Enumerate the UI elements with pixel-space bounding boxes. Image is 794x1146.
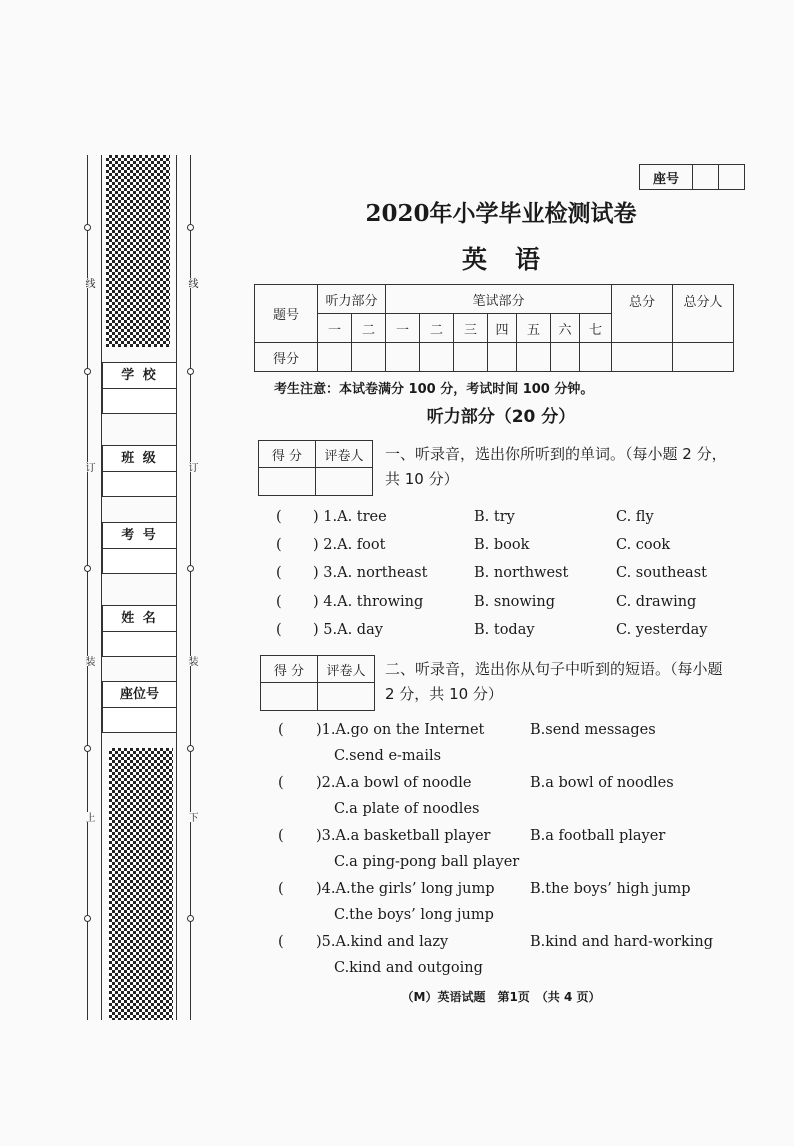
grader-score-label: 得 分	[261, 656, 318, 683]
option-b: B. snowing	[474, 594, 556, 610]
school-field[interactable]	[102, 362, 177, 414]
option-b: B. northwest	[474, 565, 569, 581]
col-written-6: 六	[551, 314, 580, 343]
col-written-3: 三	[454, 314, 488, 343]
part2-instruction-line2: 2 分，共 10 分）	[385, 685, 503, 703]
binding-line-inner	[101, 155, 102, 1020]
listening-section-title: 听力部分（20 分）	[426, 407, 576, 427]
col-written-7: 七	[580, 314, 612, 343]
seat-number-box	[639, 164, 745, 190]
option-c: C.a plate of noodles	[334, 801, 480, 817]
punch-hole	[187, 565, 194, 572]
seat-number-field-label: 座位号	[103, 682, 176, 708]
grader-person-cell[interactable]	[316, 468, 373, 496]
answer-paren[interactable]: (	[276, 537, 282, 553]
written-header: 笔试部分	[386, 285, 612, 314]
score-cell[interactable]	[517, 343, 551, 372]
punch-hole	[84, 368, 91, 375]
option-a: )3.A.a basketball player	[316, 828, 491, 844]
grader-box-part2	[260, 655, 375, 711]
cut-mark-xia: 下	[186, 812, 197, 822]
grader-person-label: 评卷人	[316, 441, 373, 468]
score-cell[interactable]	[352, 343, 386, 372]
part1-instruction	[385, 442, 727, 492]
exam-number-field-label: 考 号	[103, 523, 176, 549]
seat-label: 座号	[640, 165, 693, 190]
part2-instruction	[385, 657, 723, 707]
option-b: B.a football player	[530, 828, 666, 844]
punch-hole	[187, 745, 194, 752]
punch-hole	[84, 565, 91, 572]
option-a: )5.A.kind and lazy	[316, 934, 449, 950]
score-cell[interactable]	[580, 343, 612, 372]
listening-header: 听力部分	[318, 285, 386, 314]
exam-notice: 考生注意：本试卷满分 100 分，考试时间 100 分钟。	[274, 382, 594, 397]
option-b: B. book	[474, 537, 530, 553]
answer-paren[interactable]: (	[278, 828, 284, 844]
option-c: C. cook	[616, 537, 671, 553]
punch-hole	[187, 224, 194, 231]
score-cell[interactable]	[420, 343, 454, 372]
score-cell[interactable]	[551, 343, 580, 372]
option-b: B. try	[474, 509, 515, 525]
page-footer: （M）英语试题 第1页 （共 4 页）	[401, 990, 601, 1004]
exam-title: 2020年小学毕业检测试卷	[365, 200, 637, 227]
part2-instruction-line1: 二、听录音，选出你从句子中听到的短语。（每小题	[385, 660, 723, 678]
answer-paren[interactable]: (	[278, 934, 284, 950]
cut-mark-xian-left: 线	[83, 278, 94, 288]
answer-paren[interactable]: (	[276, 622, 282, 638]
name-field[interactable]	[102, 605, 177, 657]
school-field-label: 学 校	[103, 363, 176, 389]
cut-mark-zhuang-right: 装	[186, 656, 197, 666]
checker-pattern-bottom	[109, 748, 173, 1020]
part1-instruction-line1: 一、听录音，选出你所听到的单词。（每小题 2 分，	[385, 445, 727, 463]
class-field-label: 班 级	[103, 446, 176, 472]
answer-paren[interactable]: (	[278, 881, 284, 897]
col-written-5: 五	[517, 314, 551, 343]
total-person-cell[interactable]	[673, 343, 734, 372]
score-cell[interactable]	[386, 343, 420, 372]
option-b: B.kind and hard-working	[530, 934, 714, 950]
grader-person-label: 评卷人	[318, 656, 375, 683]
seat-cell[interactable]	[719, 165, 745, 190]
grader-score-cell[interactable]	[261, 683, 318, 711]
option-c: C.a ping-pong ball player	[334, 854, 520, 870]
option-c: C. drawing	[616, 594, 697, 610]
col-listening-1: 一	[318, 314, 352, 343]
answer-paren[interactable]: (	[276, 565, 282, 581]
grader-score-label: 得 分	[259, 441, 316, 468]
punch-hole	[187, 368, 194, 375]
score-table	[254, 284, 734, 372]
cut-mark-xian-right: 线	[186, 278, 197, 288]
col-listening-2: 二	[352, 314, 386, 343]
col-written-1: 一	[386, 314, 420, 343]
option-a: ) 4.A. throwing	[313, 594, 424, 610]
score-cell[interactable]	[488, 343, 517, 372]
cut-mark-shang: 上	[83, 812, 94, 822]
grader-score-cell[interactable]	[259, 468, 316, 496]
total-score-cell[interactable]	[612, 343, 673, 372]
option-b: B. today	[474, 622, 535, 638]
option-a: ) 5.A. day	[313, 622, 383, 638]
option-a: ) 2.A. foot	[313, 537, 386, 553]
score-cell[interactable]	[318, 343, 352, 372]
score-cell[interactable]	[454, 343, 488, 372]
seat-number-field[interactable]	[102, 681, 177, 733]
exam-number-field[interactable]	[102, 522, 177, 574]
punch-hole	[187, 915, 194, 922]
score-row-label: 得分	[255, 343, 318, 372]
option-b: B.a bowl of noodles	[530, 775, 674, 791]
option-c: C. fly	[616, 509, 654, 525]
part1-instruction-line2: 共 10 分）	[385, 470, 459, 488]
option-a: )2.A.a bowl of noodle	[316, 775, 472, 791]
punch-hole	[84, 915, 91, 922]
option-c: C. southeast	[616, 565, 707, 581]
option-a: )1.A.go on the Internet	[316, 722, 485, 738]
option-b: B.send messages	[530, 722, 656, 738]
option-c: C.the boys’ long jump	[334, 907, 494, 923]
binding-line-inner-right	[176, 155, 177, 1020]
grader-person-cell[interactable]	[318, 683, 375, 711]
checker-pattern-top	[106, 155, 170, 347]
name-field-label: 姓 名	[103, 606, 176, 632]
punch-hole	[84, 224, 91, 231]
cut-mark-zhuang-left: 装	[83, 656, 94, 666]
class-field[interactable]	[102, 445, 177, 497]
punch-hole	[84, 745, 91, 752]
col-written-4: 四	[488, 314, 517, 343]
col-written-2: 二	[420, 314, 454, 343]
option-c: C.send e-mails	[334, 748, 442, 764]
cut-mark-ding-left: 订	[83, 462, 94, 472]
answer-paren[interactable]: (	[278, 722, 284, 738]
option-c: C.kind and outgoing	[334, 960, 483, 976]
cut-mark-ding-right: 订	[186, 462, 197, 472]
option-b: B.the boys’ high jump	[530, 881, 691, 897]
grader-box-part1	[258, 440, 373, 496]
option-a: )4.A.the girls’ long jump	[316, 881, 495, 897]
option-a: ) 3.A. northeast	[313, 565, 428, 581]
score-table-row-label: 题号	[255, 285, 318, 343]
total-header: 总分	[612, 285, 673, 343]
option-c: C. yesterday	[616, 622, 708, 638]
seat-cell[interactable]	[693, 165, 719, 190]
answer-paren[interactable]: (	[276, 594, 282, 610]
option-a: ) 1.A. tree	[313, 509, 387, 525]
total-person-header: 总分人	[673, 285, 734, 343]
answer-paren[interactable]: (	[276, 509, 282, 525]
exam-subject: 英语	[461, 245, 568, 274]
answer-paren[interactable]: (	[278, 775, 284, 791]
